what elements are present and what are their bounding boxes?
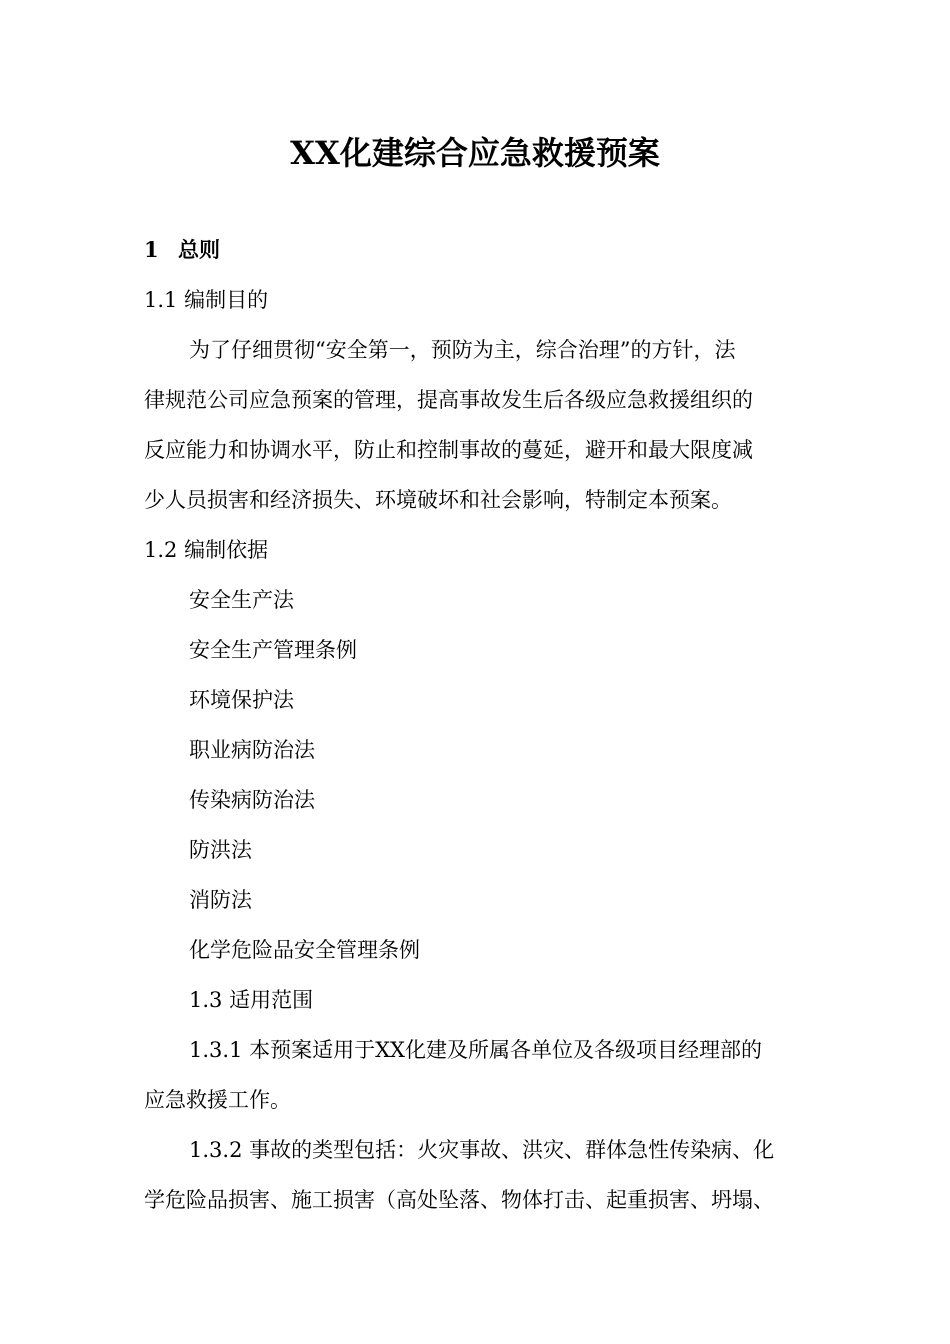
paragraph-line: 律规范公司应急预案的管理，提高事故发生后各级应急救援组织的 [144,388,753,412]
basis-item: 化学危险品安全管理条例 [189,938,420,962]
basis-item: 传染病防治法 [189,788,315,812]
section-number: 1 [144,237,159,262]
paragraph-line: 为了仔细贯彻“安全第一，预防为主，综合治理”的方针，法 [189,338,736,362]
subsection-heading-1-1: 1.1 编制目的 [144,288,269,312]
subsection-heading-1-2: 1.2 编制依据 [144,538,269,562]
paragraph-line: 反应能力和协调水平，防止和控制事故的蔓延，避开和最大限度减 [144,438,753,462]
section-heading-1 [144,236,220,264]
basis-item: 消防法 [189,888,252,912]
basis-item: 职业病防治法 [189,738,315,762]
section-title: 总则 [178,237,220,262]
subsection-heading-1-3: 1.3 适用范围 [189,988,314,1012]
document-title: XX化建综合应急救援预案 [290,134,660,172]
paragraph-line: 少人员损害和经济损失、环境破坏和社会影响，特制定本预案。 [144,488,732,512]
basis-item: 环境保护法 [189,688,294,712]
basis-item: 防洪法 [189,838,252,862]
paragraph-line: 1.3.1 本预案适用于XX化建及所属各单位及各级项目经理部的 [189,1038,763,1062]
basis-item: 安全生产法 [189,588,294,612]
basis-item: 安全生产管理条例 [189,638,357,662]
paragraph-line: 学危险品损害、施工损害（高处坠落、物体打击、起重损害、坍塌、 [144,1188,774,1212]
paragraph-line: 应急救援工作。 [144,1088,291,1112]
paragraph-line: 1.3.2 事故的类型包括：火灾事故、洪灾、群体急性传染病、化 [189,1138,775,1162]
